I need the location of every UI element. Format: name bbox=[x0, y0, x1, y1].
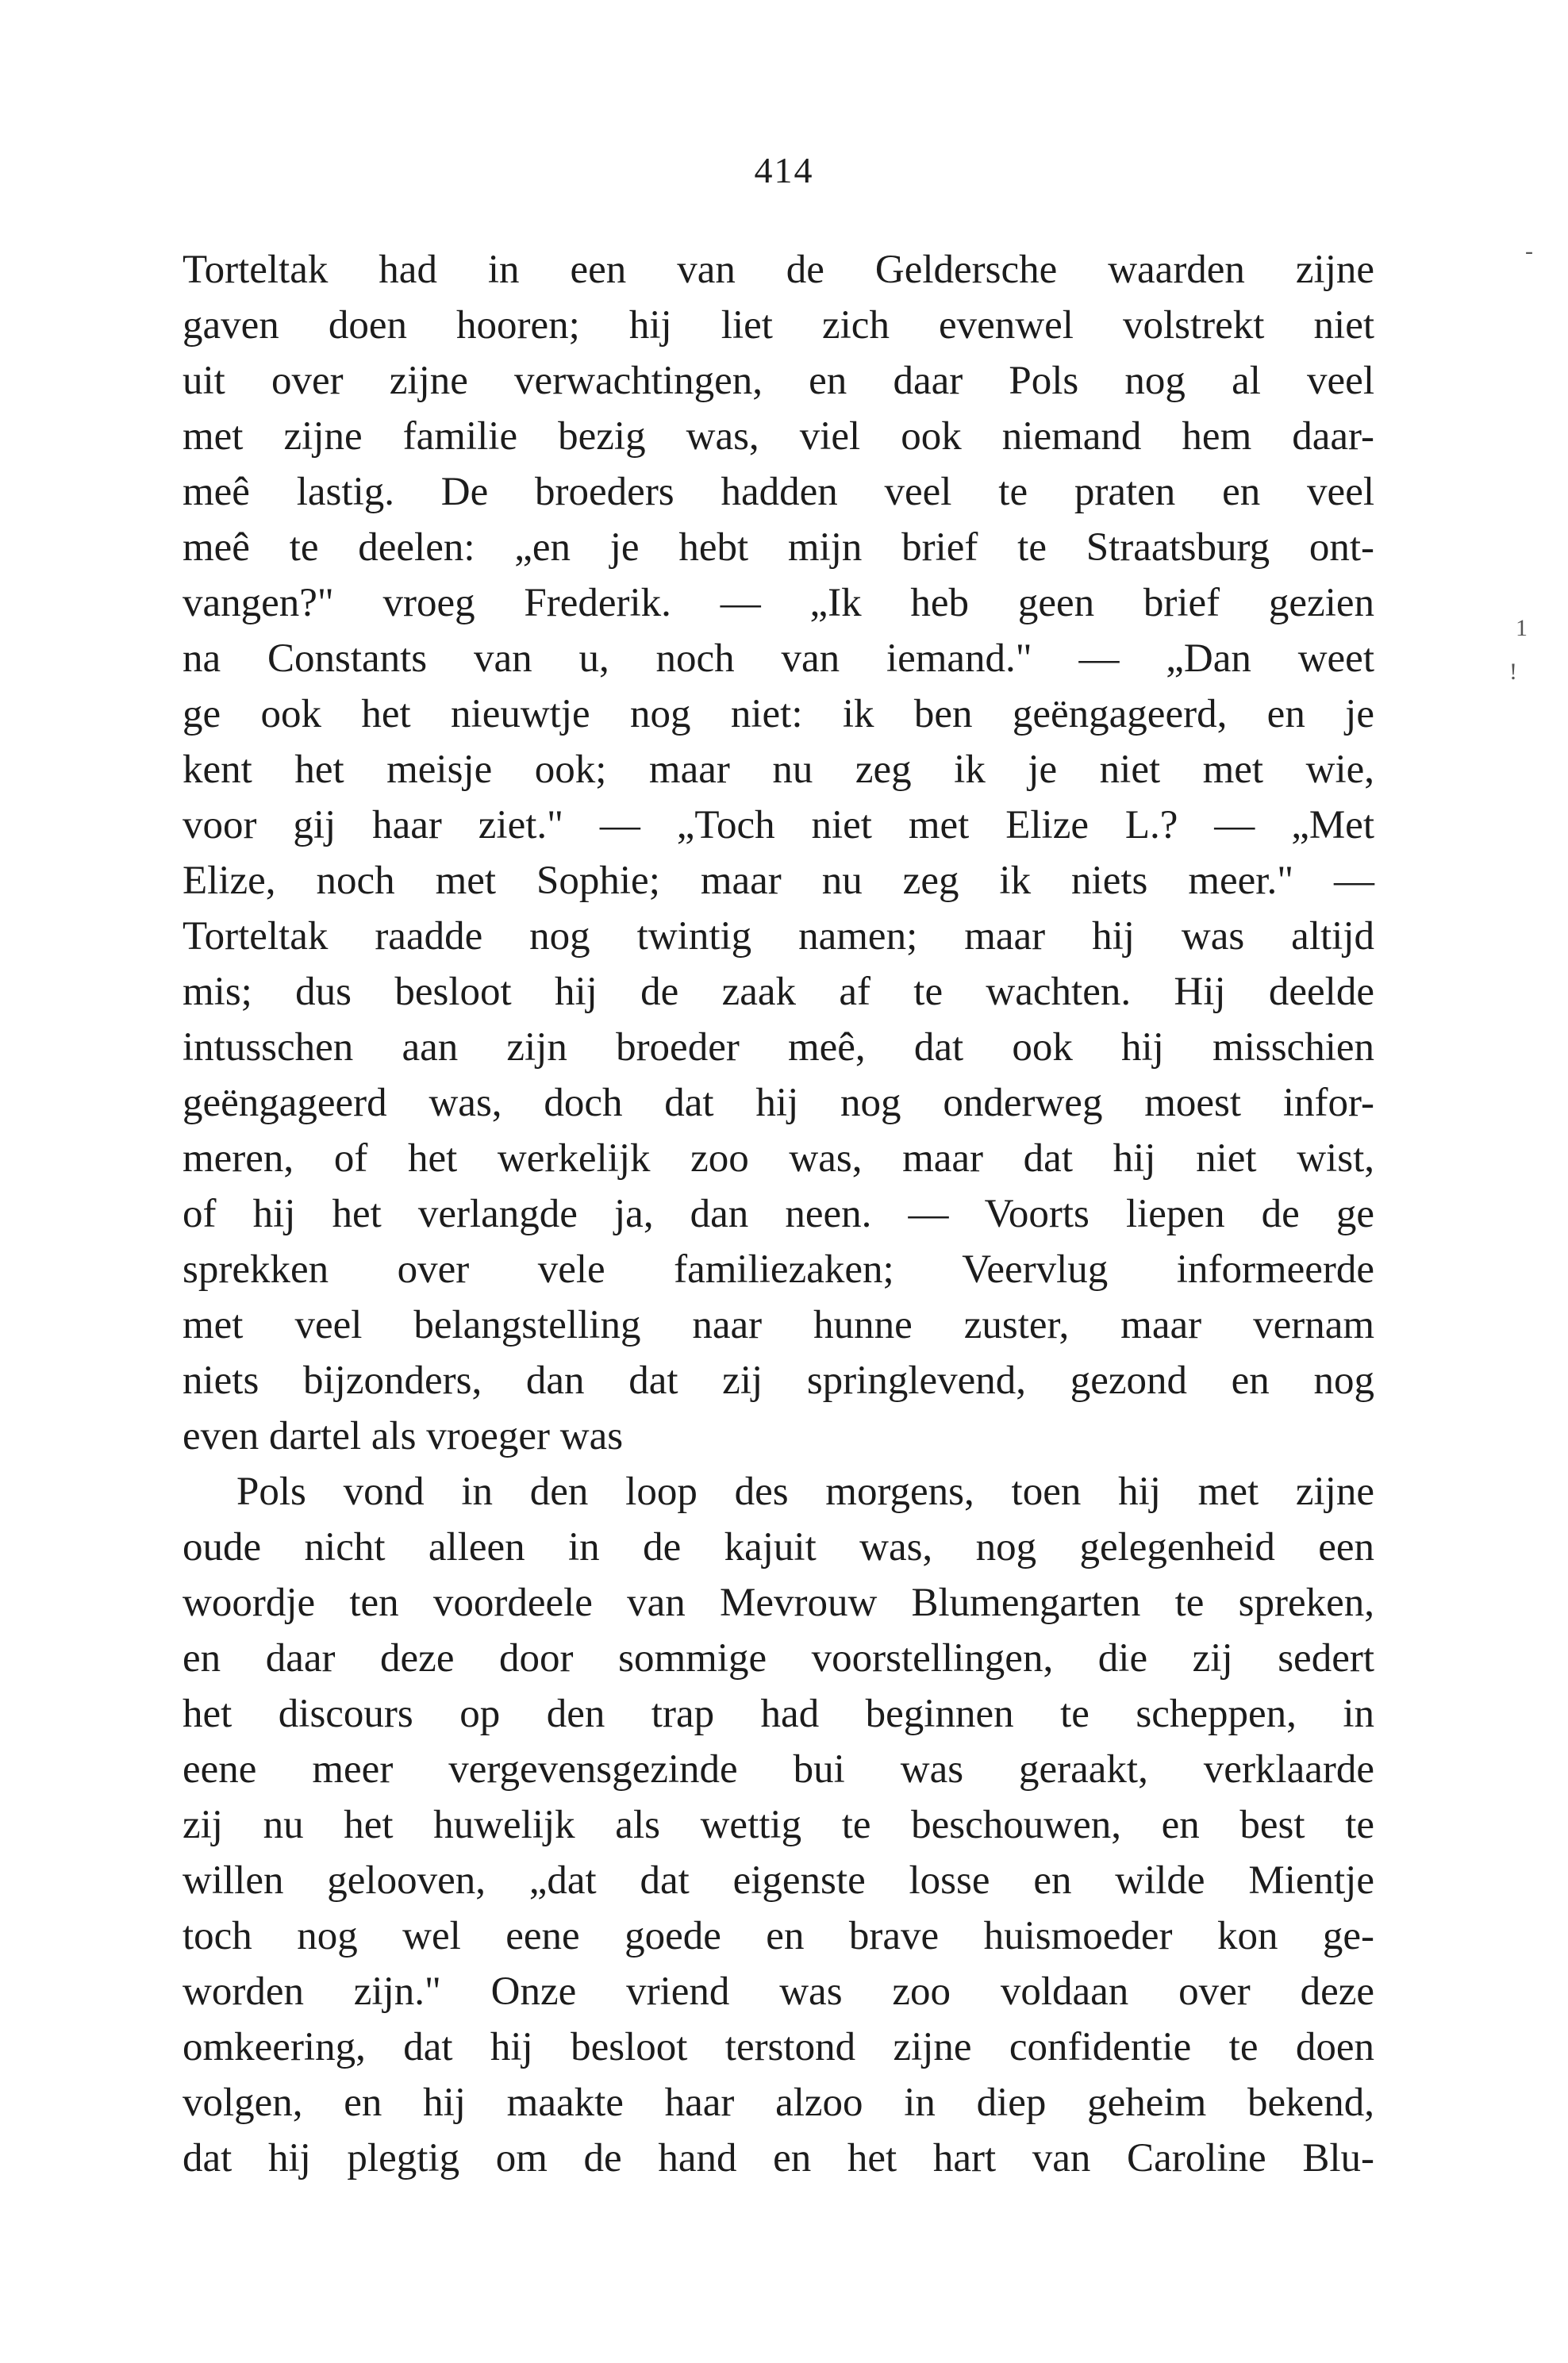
text-line: Elize, noch met Sophie; maar nu zeg ik niets meer." — bbox=[183, 859, 1374, 903]
text-line: dat hij plegtig om de hand en het hart van Caroline Blu- bbox=[183, 2136, 1374, 2180]
text-line: mis; dus besloot hij de zaak af te wachten. Hij deelde bbox=[183, 970, 1374, 1014]
text-line: vangen?" vroeg Frederik. — „Ik heb geen brief gezien bbox=[183, 581, 1374, 625]
text-line: en daar deze door sommige voorstellingen, die zij sedert bbox=[183, 1636, 1374, 1681]
text-line: volgen, en hij maakte haar alzoo in diep geheim bekend, bbox=[183, 2081, 1374, 2125]
text-line: worden zijn." Onze vriend was zoo voldaan over deze bbox=[183, 1969, 1374, 2014]
text-line: ge ook het nieuwtje nog niet: ik ben geëngageerd, en je bbox=[183, 692, 1374, 736]
text-line: Torteltak had in een van de Geldersche waarden zijne bbox=[183, 248, 1374, 292]
text-line: geëngageerd was, doch dat hij nog onderweg moest infor- bbox=[183, 1081, 1374, 1125]
text-line: meren, of het werkelijk zoo was, maar dat hij niet wist, bbox=[183, 1136, 1374, 1181]
margin-mark: - bbox=[1525, 238, 1533, 264]
text-line: niets bijzonders, dan dat zij springlevend, gezond en nog bbox=[183, 1358, 1374, 1403]
text-line: oude nicht alleen in de kajuit was, nog gelegenheid een bbox=[183, 1525, 1374, 1570]
text-line: gaven doen hooren; hij liet zich evenwel volstrekt niet bbox=[183, 303, 1374, 348]
text-line: uit over zijne verwachtingen, en daar Pols nog al veel bbox=[183, 359, 1374, 403]
text-line: meê lastig. De broeders hadden veel te praten en veel bbox=[183, 470, 1374, 514]
text-line: na Constants van u, noch van iemand." — „Dan weet bbox=[183, 636, 1374, 681]
text-line: even dartel als vroeger was bbox=[183, 1414, 624, 1458]
text-line: omkeering, dat hij besloot terstond zijne confidentie te doen bbox=[183, 2025, 1374, 2069]
text-line: meê te deelen: „en je hebt mijn brief te Straatsburg ont- bbox=[183, 525, 1374, 570]
text-line: kent het meisje ook; maar nu zeg ik je niet met wie, bbox=[183, 747, 1374, 792]
text-line: woordje ten voordeele van Mevrouw Blumengarten te spreken, bbox=[183, 1581, 1374, 1625]
text-line: eene meer vergevensgezinde bui was geraakt, verklaarde bbox=[183, 1747, 1374, 1792]
body-text bbox=[183, 242, 1374, 2186]
text-line: zij nu het huwelijk als wettig te beschouwen, en best te bbox=[183, 1803, 1374, 1847]
text-line: toch nog wel eene goede en brave huismoeder kon ge- bbox=[183, 1914, 1374, 1958]
text-line: intusschen aan zijn broeder meê, dat ook hij misschien bbox=[183, 1025, 1374, 1070]
text-line: Pols vond in den loop des morgens, toen hij met zijne bbox=[236, 1470, 1374, 1514]
text-line: sprekken over vele familiezaken; Veervlug informeerde bbox=[183, 1247, 1374, 1292]
margin-mark: 1 bbox=[1516, 615, 1528, 641]
text-line: met veel belangstelling naar hunne zuster, maar vernam bbox=[183, 1303, 1374, 1347]
margin-mark: ! bbox=[1509, 659, 1517, 685]
text-line: Torteltak raadde nog twintig namen; maar hij was altijd bbox=[183, 914, 1374, 959]
page-number: 414 bbox=[754, 150, 814, 190]
text-line: of hij het verlangde ja, dan neen. — Voorts liepen de ge bbox=[183, 1192, 1374, 1236]
text-line: willen gelooven, „dat dat eigenste losse en wilde Mientje bbox=[183, 1858, 1374, 1903]
text-line: voor gij haar ziet." — „Toch niet met Elize L.? — „Met bbox=[183, 803, 1374, 847]
text-line: met zijne familie bezig was, viel ook niemand hem daar- bbox=[183, 414, 1374, 459]
text-line: het discours op den trap had beginnen te scheppen, in bbox=[183, 1692, 1374, 1736]
